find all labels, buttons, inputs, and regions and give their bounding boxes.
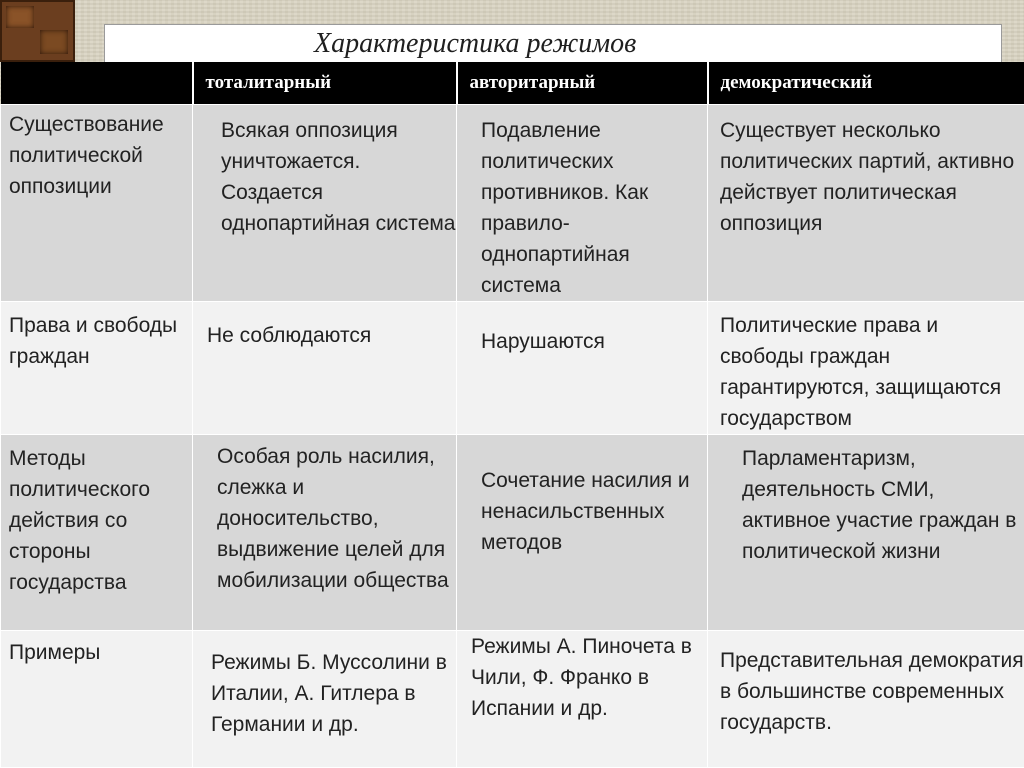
cell-text: Режимы А. Пиночета в Чили, Ф. Франко в Испании и др. [457,631,707,724]
table-cell [708,435,1024,631]
header-totalitarian: тоталитарный [193,62,457,105]
table-row [1,105,1024,302]
row-label [1,105,193,302]
header-democratic: демократический [708,62,1024,105]
cell-text: Политические права и свободы граждан гарантируются, защищаются государством [708,302,1024,434]
table-cell [457,435,708,631]
table-row [1,435,1024,631]
table-row [1,302,1024,435]
cell-text: Нарушаются [457,302,707,357]
table-cell [708,302,1024,435]
slide-title: Характеристика режимов [314,26,636,62]
table-cell [193,105,457,302]
table-header-row [1,62,1024,105]
cell-text: Режимы Б. Муссолини в Италии, А. Гитлера в Германии и др. [193,631,456,740]
corner-decoration [0,0,75,62]
table-cell [457,631,708,768]
row-label-text: Права и свободы граждан [1,302,192,372]
header-corner-cell [1,62,193,105]
row-label-text: Методы политического действия со стороны государства [1,435,192,598]
cell-text: Подавление политических противников. Как правило- однопартийная система [457,105,707,301]
cell-text: Не соблюдаются [193,302,456,351]
cell-text: Особая роль насилия, слежка и доносительство, выдвижение целей для мобилизации общества [193,435,456,596]
cell-text: Существует несколько политических партий, активно действует политическая оппозиция [708,105,1024,239]
regimes-table [0,62,1024,768]
table-cell [457,105,708,302]
table-cell [193,435,457,631]
header-authoritarian: авторитарный [457,62,708,105]
table-cell [457,302,708,435]
cell-text: Всякая оппозиция уничтожается. Создается однопартийная система [193,105,456,239]
row-label-text: Существование политической оппозиции [1,105,192,202]
table-row [1,631,1024,768]
table-cell [193,302,457,435]
row-label [1,302,193,435]
table-cell [193,631,457,768]
table-cell [708,631,1024,768]
cell-text: Парламентаризм, деятельность СМИ, активное участие граждан в политической жизни [708,435,1024,567]
row-label-text: Примеры [1,631,192,668]
row-label [1,435,193,631]
cell-text: Сочетание насилия и ненасильственных методов [457,435,707,558]
table-cell [708,105,1024,302]
cell-text: Представительная демократия в большинстве современных государств. [708,631,1024,738]
row-label [1,631,193,768]
